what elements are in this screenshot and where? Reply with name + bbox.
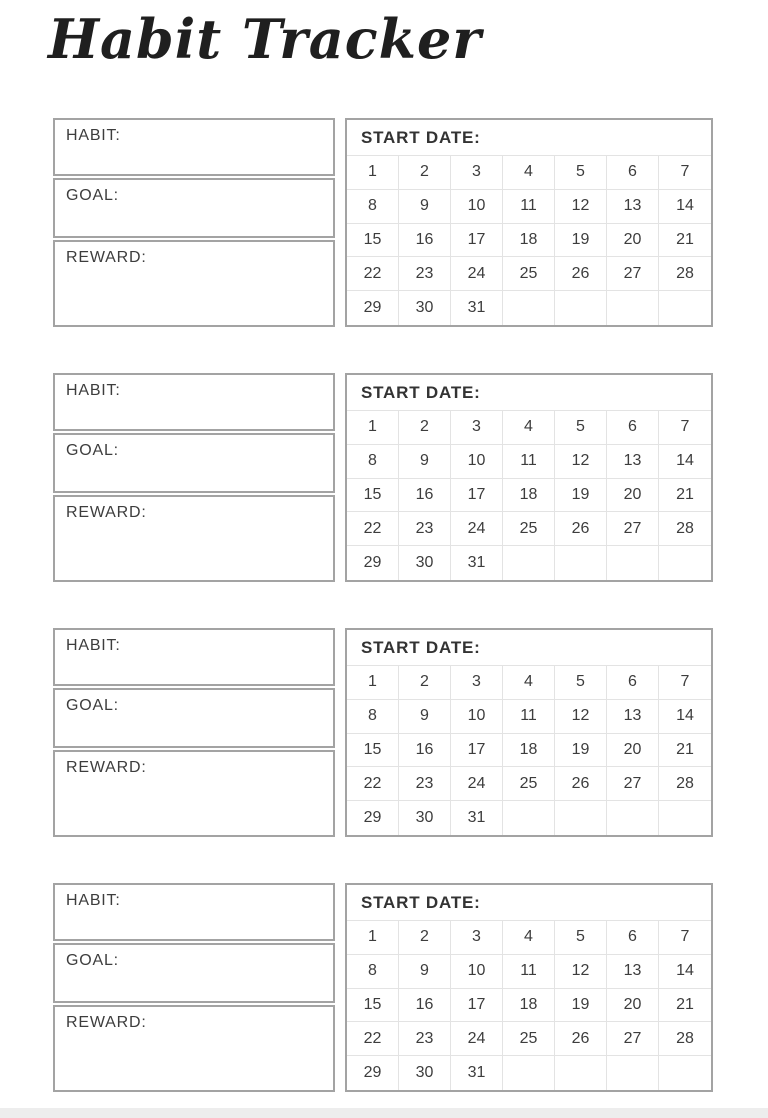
day-cell[interactable]: 19 [555, 989, 607, 1023]
day-cell[interactable]: 31 [451, 801, 503, 835]
day-cell[interactable]: 1 [347, 156, 399, 190]
habit-tracker-section [53, 628, 713, 837]
habit-field[interactable] [53, 373, 335, 431]
day-cell[interactable]: 19 [555, 224, 607, 258]
day-cell[interactable]: 24 [451, 767, 503, 801]
day-cell[interactable]: 17 [451, 224, 503, 258]
day-cell[interactable]: 29 [347, 1056, 399, 1090]
goal-field[interactable] [53, 178, 335, 238]
sections-container [53, 118, 713, 1092]
day-cell[interactable]: 22 [347, 1022, 399, 1056]
goal-field[interactable] [53, 433, 335, 493]
day-cell[interactable]: 3 [451, 666, 503, 700]
empty-cell [555, 291, 607, 325]
day-cell[interactable]: 11 [503, 190, 555, 224]
day-cell[interactable]: 26 [555, 257, 607, 291]
habit-label: HABIT: [66, 892, 121, 909]
day-cell[interactable]: 8 [347, 445, 399, 479]
goal-label: GOAL: [66, 187, 119, 204]
day-cell[interactable]: 1 [347, 411, 399, 445]
day-cell[interactable]: 23 [399, 257, 451, 291]
day-cell[interactable]: 26 [555, 1022, 607, 1056]
page-bottom-edge [0, 1108, 768, 1118]
day-cell[interactable]: 6 [607, 411, 659, 445]
reward-label: REWARD: [66, 1014, 147, 1031]
calendar [345, 628, 713, 837]
start-date-label: START DATE: [361, 382, 481, 402]
goal-label: GOAL: [66, 442, 119, 459]
day-cell[interactable]: 8 [347, 955, 399, 989]
goal-label: GOAL: [66, 697, 119, 714]
day-cell[interactable]: 18 [503, 479, 555, 513]
day-cell[interactable]: 6 [607, 156, 659, 190]
reward-field[interactable] [53, 1005, 335, 1092]
reward-field[interactable] [53, 750, 335, 837]
day-cell[interactable]: 24 [451, 257, 503, 291]
day-cell[interactable]: 16 [399, 734, 451, 768]
day-cell[interactable]: 25 [503, 767, 555, 801]
day-cell[interactable]: 16 [399, 479, 451, 513]
goal-label: GOAL: [66, 952, 119, 969]
day-cell[interactable]: 14 [659, 445, 711, 479]
day-cell[interactable]: 31 [451, 546, 503, 580]
day-cell[interactable]: 26 [555, 767, 607, 801]
empty-cell [607, 1056, 659, 1090]
page-title: Habit Tracker [48, 7, 482, 71]
day-cell[interactable]: 12 [555, 955, 607, 989]
empty-cell [607, 291, 659, 325]
day-cell[interactable]: 7 [659, 411, 711, 445]
day-grid [347, 921, 711, 1090]
day-cell[interactable]: 29 [347, 291, 399, 325]
day-cell[interactable]: 15 [347, 224, 399, 258]
day-cell[interactable]: 20 [607, 224, 659, 258]
day-cell[interactable]: 12 [555, 700, 607, 734]
day-cell[interactable]: 16 [399, 224, 451, 258]
day-grid [347, 156, 711, 325]
day-cell[interactable]: 2 [399, 411, 451, 445]
day-cell[interactable]: 10 [451, 190, 503, 224]
day-cell[interactable]: 13 [607, 190, 659, 224]
goal-field[interactable] [53, 688, 335, 748]
habit-label: HABIT: [66, 382, 121, 399]
day-cell[interactable]: 10 [451, 445, 503, 479]
day-cell[interactable]: 22 [347, 512, 399, 546]
day-cell[interactable]: 25 [503, 1022, 555, 1056]
day-cell[interactable]: 18 [503, 989, 555, 1023]
day-cell[interactable]: 5 [555, 156, 607, 190]
day-cell[interactable]: 7 [659, 921, 711, 955]
habit-label: HABIT: [66, 637, 121, 654]
day-cell[interactable]: 21 [659, 224, 711, 258]
day-cell[interactable]: 10 [451, 955, 503, 989]
day-cell[interactable]: 20 [607, 734, 659, 768]
empty-cell [607, 546, 659, 580]
empty-cell [555, 546, 607, 580]
day-cell[interactable]: 7 [659, 156, 711, 190]
day-cell[interactable]: 14 [659, 700, 711, 734]
empty-cell [555, 1056, 607, 1090]
day-cell[interactable]: 29 [347, 801, 399, 835]
day-cell[interactable]: 5 [555, 921, 607, 955]
day-cell[interactable]: 3 [451, 921, 503, 955]
day-cell[interactable]: 3 [451, 411, 503, 445]
empty-cell [503, 546, 555, 580]
day-cell[interactable]: 30 [399, 801, 451, 835]
day-cell[interactable]: 27 [607, 1022, 659, 1056]
day-cell[interactable]: 11 [503, 445, 555, 479]
day-cell[interactable]: 9 [399, 445, 451, 479]
empty-cell [659, 546, 711, 580]
reward-field[interactable] [53, 240, 335, 327]
day-cell[interactable]: 21 [659, 989, 711, 1023]
day-cell[interactable]: 15 [347, 479, 399, 513]
reward-label: REWARD: [66, 759, 147, 776]
day-cell[interactable]: 20 [607, 989, 659, 1023]
day-cell[interactable]: 27 [607, 767, 659, 801]
day-cell[interactable]: 13 [607, 955, 659, 989]
fields-column [53, 628, 335, 837]
day-cell[interactable]: 12 [555, 190, 607, 224]
day-cell[interactable]: 27 [607, 512, 659, 546]
day-cell[interactable]: 8 [347, 700, 399, 734]
calendar [345, 118, 713, 327]
day-cell[interactable]: 22 [347, 257, 399, 291]
day-cell[interactable]: 14 [659, 190, 711, 224]
start-date-label: START DATE: [361, 892, 481, 912]
habit-tracker-section [53, 118, 713, 327]
day-grid [347, 666, 711, 835]
day-cell[interactable]: 6 [607, 666, 659, 700]
day-cell[interactable]: 4 [503, 156, 555, 190]
day-cell[interactable]: 15 [347, 734, 399, 768]
calendar [345, 373, 713, 582]
fields-column [53, 883, 335, 1092]
day-cell[interactable]: 15 [347, 989, 399, 1023]
habit-field[interactable] [53, 628, 335, 686]
day-cell[interactable]: 9 [399, 700, 451, 734]
day-cell[interactable]: 14 [659, 955, 711, 989]
goal-field[interactable] [53, 943, 335, 1003]
day-cell[interactable]: 29 [347, 546, 399, 580]
day-cell[interactable]: 5 [555, 666, 607, 700]
day-cell[interactable]: 30 [399, 546, 451, 580]
day-cell[interactable]: 24 [451, 1022, 503, 1056]
day-cell[interactable]: 10 [451, 700, 503, 734]
day-cell[interactable]: 2 [399, 666, 451, 700]
day-cell[interactable]: 6 [607, 921, 659, 955]
day-cell[interactable]: 18 [503, 224, 555, 258]
reward-field[interactable] [53, 495, 335, 582]
fields-column [53, 373, 335, 582]
day-cell[interactable]: 22 [347, 767, 399, 801]
empty-cell [503, 291, 555, 325]
day-cell[interactable]: 25 [503, 257, 555, 291]
day-cell[interactable]: 28 [659, 257, 711, 291]
day-cell[interactable]: 19 [555, 734, 607, 768]
day-cell[interactable]: 28 [659, 512, 711, 546]
empty-cell [503, 1056, 555, 1090]
day-cell[interactable]: 12 [555, 445, 607, 479]
day-cell[interactable]: 23 [399, 1022, 451, 1056]
day-cell[interactable]: 17 [451, 479, 503, 513]
day-cell[interactable]: 2 [399, 156, 451, 190]
day-cell[interactable]: 3 [451, 156, 503, 190]
day-cell[interactable]: 23 [399, 767, 451, 801]
day-cell[interactable]: 13 [607, 700, 659, 734]
day-cell[interactable]: 21 [659, 479, 711, 513]
start-date-field[interactable] [347, 885, 711, 921]
day-cell[interactable]: 4 [503, 411, 555, 445]
day-cell[interactable]: 1 [347, 666, 399, 700]
day-cell[interactable]: 26 [555, 512, 607, 546]
day-cell[interactable]: 27 [607, 257, 659, 291]
reward-label: REWARD: [66, 504, 147, 521]
day-cell[interactable]: 2 [399, 921, 451, 955]
habit-field[interactable] [53, 883, 335, 941]
day-cell[interactable]: 21 [659, 734, 711, 768]
day-cell[interactable]: 8 [347, 190, 399, 224]
day-cell[interactable]: 16 [399, 989, 451, 1023]
day-cell[interactable]: 31 [451, 1056, 503, 1090]
reward-label: REWARD: [66, 249, 147, 266]
day-cell[interactable]: 30 [399, 291, 451, 325]
habit-tracker-section [53, 373, 713, 582]
empty-cell [555, 801, 607, 835]
day-cell[interactable]: 17 [451, 734, 503, 768]
day-cell[interactable]: 19 [555, 479, 607, 513]
fields-column [53, 118, 335, 327]
empty-cell [659, 291, 711, 325]
day-cell[interactable]: 28 [659, 767, 711, 801]
day-cell[interactable]: 7 [659, 666, 711, 700]
day-cell[interactable]: 9 [399, 955, 451, 989]
day-cell[interactable]: 11 [503, 700, 555, 734]
day-cell[interactable]: 24 [451, 512, 503, 546]
day-cell[interactable]: 11 [503, 955, 555, 989]
day-cell[interactable]: 1 [347, 921, 399, 955]
start-date-label: START DATE: [361, 637, 481, 657]
start-date-field[interactable] [347, 375, 711, 411]
day-cell[interactable]: 31 [451, 291, 503, 325]
day-grid [347, 411, 711, 580]
day-cell[interactable]: 23 [399, 512, 451, 546]
empty-cell [607, 801, 659, 835]
day-cell[interactable]: 4 [503, 921, 555, 955]
habit-label: HABIT: [66, 127, 121, 144]
day-cell[interactable]: 28 [659, 1022, 711, 1056]
start-date-field[interactable] [347, 630, 711, 666]
empty-cell [503, 801, 555, 835]
day-cell[interactable]: 17 [451, 989, 503, 1023]
empty-cell [659, 1056, 711, 1090]
habit-tracker-section [53, 883, 713, 1092]
start-date-label: START DATE: [361, 127, 481, 147]
day-cell[interactable]: 9 [399, 190, 451, 224]
day-cell[interactable]: 25 [503, 512, 555, 546]
day-cell[interactable]: 5 [555, 411, 607, 445]
day-cell[interactable]: 30 [399, 1056, 451, 1090]
day-cell[interactable]: 18 [503, 734, 555, 768]
empty-cell [659, 801, 711, 835]
habit-field[interactable] [53, 118, 335, 176]
day-cell[interactable]: 4 [503, 666, 555, 700]
day-cell[interactable]: 13 [607, 445, 659, 479]
start-date-field[interactable] [347, 120, 711, 156]
calendar [345, 883, 713, 1092]
day-cell[interactable]: 20 [607, 479, 659, 513]
